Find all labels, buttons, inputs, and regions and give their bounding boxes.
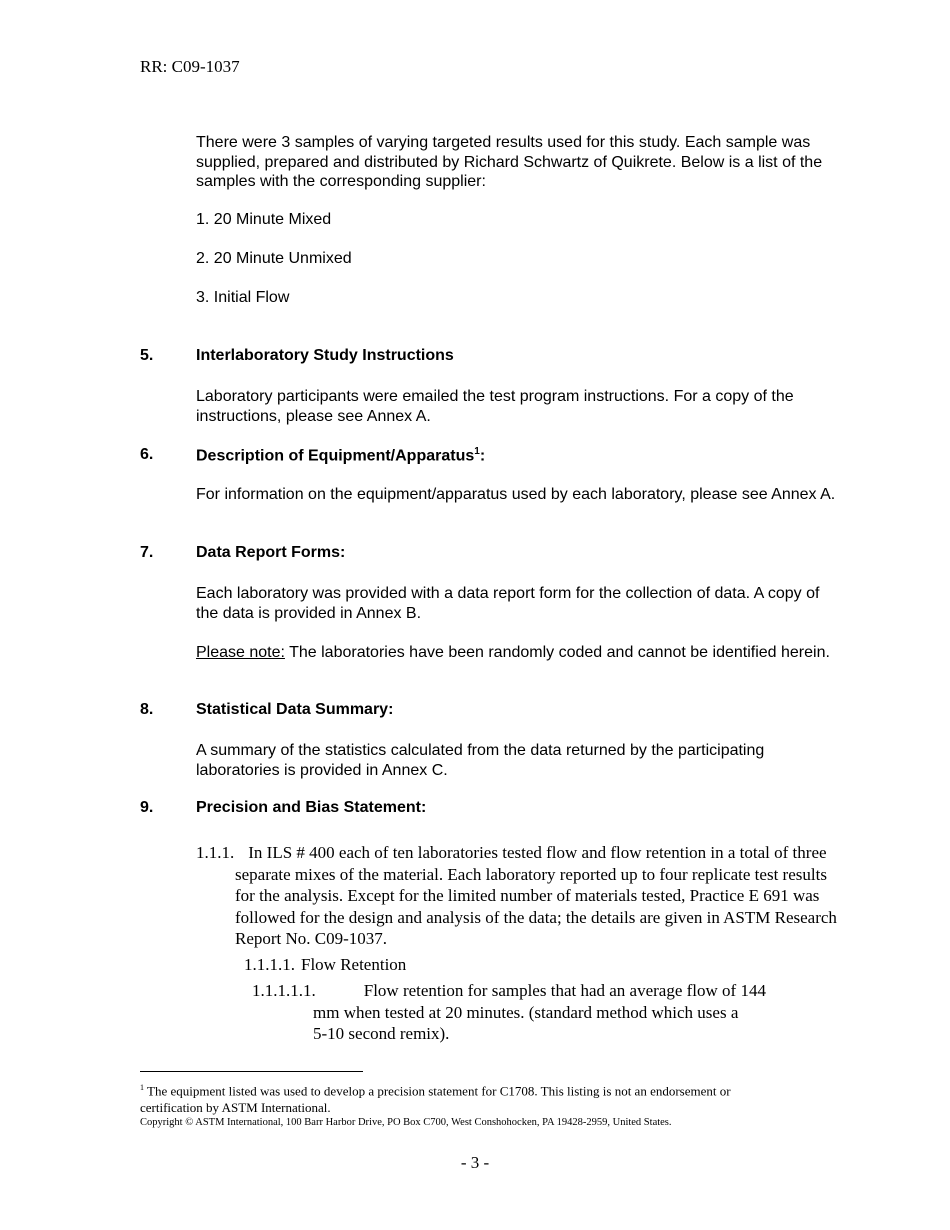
flow-retention-detail-line1	[252, 980, 812, 1002]
section-7-body: Each laboratory was provided with a data report form for the collection of data. A copy of the data is provided in Annex B.	[196, 585, 820, 622]
copyright-notice: Copyright © ASTM International, 100 Barr Harbor Drive, PO Box C700, West Conshohocken, PA 19428-2959, United States.	[140, 1117, 672, 1128]
section-9-number: 9.	[140, 799, 154, 816]
section-6-number: 6.	[140, 446, 154, 463]
section-7-number: 7.	[140, 544, 154, 561]
report-header: RR: C09-1037	[140, 57, 240, 76]
footnote-divider	[140, 1071, 363, 1072]
section-5-title: Interlaboratory Study Instructions	[196, 347, 454, 364]
flow-retention-detail-text: Flow retention for samples that had an average flow of 144	[363, 981, 766, 1000]
intro-paragraph: There were 3 samples of varying targeted results used for this study. Each sample was supplied, prepared and distributed by Richard Schwartz of Quikrete. Below is a list of the samples with the corresponding supplier:	[196, 134, 823, 190]
flow-retention-label: 1.1.1.1.	[244, 955, 295, 974]
note-label: Please note:	[196, 644, 285, 661]
precision-text: In ILS # 400 each of ten laboratories tested flow and flow retention in a total of three separate mixes of the material. Each laboratory reported up to four replicate test results for the analysis. Except for the limited number of materials tested, Practice E 691 was followed for the design and analysis of the data; the details are given in ASTM Research Report No. C09-1037.	[235, 843, 837, 948]
section-8-title: Statistical Data Summary:	[196, 701, 394, 718]
footnote-mark: 1	[140, 1083, 144, 1092]
flow-retention-detail	[252, 980, 812, 1045]
flow-retention-text: Flow Retention	[301, 955, 407, 974]
section-6-title	[196, 446, 485, 465]
section-5-number: 5.	[140, 347, 154, 364]
section-5-body: Laboratory participants were emailed the test program instructions. For a copy of the instructions, please see Annex A.	[196, 388, 794, 425]
section-8-number: 8.	[140, 701, 154, 718]
section-6-body: For information on the equipment/apparatus used by each laboratory, please see Annex A.	[196, 486, 836, 503]
flow-retention-heading	[244, 954, 406, 976]
sample-item-3: 3. Initial Flow	[196, 289, 290, 306]
section-8-body: A summary of the statistics calculated from the data returned by the participating laboratories is provided in Annex C.	[196, 742, 765, 779]
footnote-reference: 1	[474, 446, 480, 457]
section-7-title: Data Report Forms:	[196, 544, 346, 561]
section-6-title-text: Description of Equipment/Apparatus	[196, 447, 475, 465]
note-text: The laboratories have been randomly coded and cannot be identified herein.	[284, 644, 830, 661]
section-9-title: Precision and Bias Statement:	[196, 799, 427, 816]
section-6-title-suffix: :	[479, 447, 486, 465]
flow-retention-detail-rest: mm when tested at 20 minutes. (standard method which uses a 5-10 second remix).	[313, 1002, 739, 1043]
flow-retention-detail-label: 1.1.1.1.1.	[252, 981, 316, 1000]
sample-item-1: 1. 20 Minute Mixed	[196, 211, 332, 228]
sample-item-2: 2. 20 Minute Unmixed	[196, 250, 352, 267]
page-number: - 3 -	[460, 1153, 490, 1172]
precision-label: 1.1.1.	[196, 843, 235, 862]
footnote-text: The equipment listed was used to develop a precision statement for C1708. This listing is not an endorsement or certification by ASTM International.	[140, 1083, 731, 1116]
section-7-note	[196, 643, 836, 663]
precision-paragraph	[196, 842, 845, 950]
footnote	[140, 1079, 790, 1116]
